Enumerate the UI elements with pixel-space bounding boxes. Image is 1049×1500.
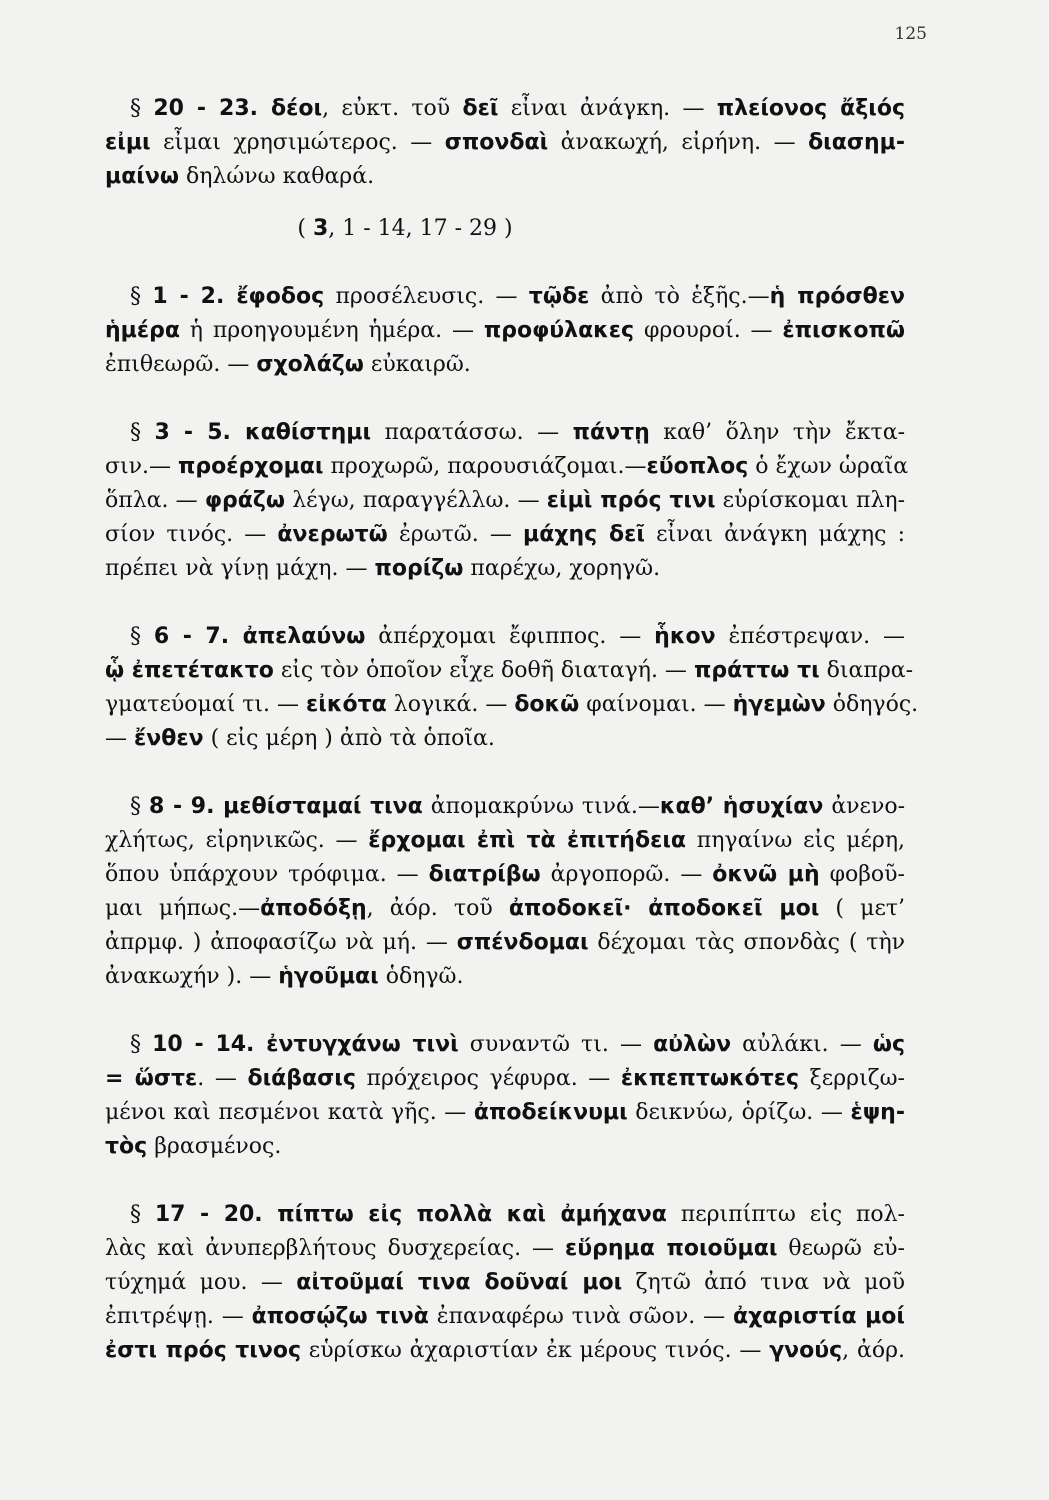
headword: ἐπισκοπῶ [782, 318, 905, 343]
text-line [130, 790, 905, 824]
text-segment: θεωρῶ εὐ- [777, 1236, 905, 1261]
headword: προέρχομαι [178, 454, 324, 479]
text-segment: συναντῶ τι. — [458, 1032, 654, 1057]
headword: διάβασις [247, 1066, 356, 1091]
text-segment: ἡ προηγουμένη ἡμέρα. — [179, 318, 484, 343]
headword: ἐστι πρός τινος [105, 1338, 301, 1363]
headword: εἰκότα [306, 692, 387, 717]
headword: αὐλὼν [653, 1032, 732, 1057]
headword: ὡς [872, 1032, 905, 1057]
text-segment: § [130, 284, 153, 309]
headword: ἐκπεπτωκότες [620, 1066, 800, 1091]
text-segment: ἐπιθεωρῶ. — [105, 352, 257, 377]
headword: εἰμι [105, 130, 151, 155]
headword: γνούς [769, 1338, 843, 1363]
headword: 20 - 23. δέοι [153, 96, 323, 121]
headword: ἀποδοκεῖ· ἀποδοκεῖ μοι [508, 896, 820, 921]
text-line [105, 824, 905, 858]
text-segment: διαπρα- [819, 658, 914, 683]
text-segment: , εὐκτ. τοῦ [322, 96, 463, 121]
text-segment: εἶμαι χρησιμώτερος. — [150, 130, 445, 155]
text-segment: ( [297, 216, 313, 241]
headword: 17 - 20. πίπτω εἰς πολλὰ καὶ ἀμήχανα [154, 1202, 667, 1227]
text-segment: δεικνύω, ὁρίζω. — [627, 1100, 851, 1125]
text-segment: ( μετ’ [819, 896, 905, 921]
text-segment: μαι μήπως.— [105, 896, 261, 921]
headword: σπονδαὶ [444, 130, 549, 155]
headword: σπένδομαι [456, 930, 589, 955]
text-segment: χλήτως, εἰρηνικῶς. — [105, 828, 369, 853]
text-line [130, 620, 905, 654]
text-line [105, 1232, 905, 1266]
headword: 6 - 7. ἀπελαύνω [153, 624, 366, 649]
headword: ἡγοῦμαι [278, 964, 379, 989]
text-segment: ζητῶ ἀπό τινα νὰ μοῦ [622, 1270, 905, 1295]
text-segment: καθ’ ὅλην τὴν ἔκτα- [649, 420, 905, 445]
headword: σχολάζω [256, 352, 364, 377]
page-number: 125 [894, 24, 927, 44]
headword: 10 - 14. ἐντυγχάνω τινὶ [152, 1032, 459, 1057]
headword: 3 - 5. καθίστημι [154, 420, 372, 445]
text-segment: σίον τινός. — [105, 522, 278, 547]
headword: = ὥστε [105, 1066, 198, 1091]
headword: πάντῃ [572, 420, 650, 445]
text-segment: παρατάσσω. — [371, 420, 573, 445]
text-segment: λογικά. — [386, 692, 515, 717]
text-segment: μένοι καὶ πεσμένοι κατὰ γῆς. — [105, 1100, 474, 1125]
headword: διατρίβω [428, 862, 541, 887]
text-line [105, 518, 905, 552]
headword: ἀχαριστία μοί [732, 1304, 905, 1329]
text-segment: εἶναι ἀνάγκη. — [498, 96, 717, 121]
headword: εἰμὶ πρός τινι [546, 488, 716, 513]
text-segment: προσέλευσις. — [324, 284, 529, 309]
text-line [105, 688, 919, 722]
headword: καθ’ ἡσυχίαν [659, 794, 824, 819]
text-segment: φρουροί. — [634, 318, 783, 343]
text-segment: ὁδηγός. [825, 692, 919, 717]
headword: ἀποδείκνυμι [473, 1100, 628, 1125]
text-segment: εὑρίσκω ἀχαριστίαν ἐκ μέρους τινός. — [301, 1338, 770, 1363]
text-line [105, 160, 905, 194]
headword: ἡγεμὼν [732, 692, 826, 717]
text-line [130, 92, 905, 126]
text-line [105, 348, 905, 382]
text-segment: ὅπλα. — [105, 488, 205, 513]
text-line [105, 1300, 905, 1334]
text-segment: ξερριζω- [799, 1066, 905, 1091]
text-segment: γματεύομαί τι. — [105, 692, 307, 717]
text-segment: ἀπομακρύνω τινά.— [422, 794, 660, 819]
text-line [105, 1062, 905, 1096]
text-line [130, 1198, 905, 1232]
text-line [105, 552, 905, 586]
text-line [130, 1028, 905, 1062]
text-segment: ἐπιτρέψῃ. — [105, 1304, 252, 1329]
text-segment: § [130, 794, 150, 819]
headword: πορίζω [374, 556, 464, 581]
text-segment: . — [197, 1066, 248, 1091]
headword: πράττω τι [693, 658, 820, 683]
text-segment: § [130, 1032, 153, 1057]
text-line [105, 654, 914, 688]
text-segment: δηλώνω καθαρά. [178, 164, 375, 189]
headword: μαίνω [105, 164, 179, 189]
text-segment: , ἀόρ. τοῦ [366, 896, 509, 921]
headword: τῷδε [528, 284, 590, 309]
headword: ᾧ ἐπετέτακτο [105, 658, 274, 683]
text-segment: εἰς τὸν ὁποῖον εἶχε δοθῆ διαταγή. — [273, 658, 694, 683]
headword: δεῖ [462, 96, 499, 121]
headword: τὸς [105, 1134, 148, 1159]
headword: ἔνθεν [134, 726, 204, 751]
text-segment: εὐκαιρῶ. [363, 352, 471, 377]
text-segment: ἀνακωχή, εἰρήνη. — [548, 130, 809, 155]
text-segment: πρόχειρος γέφυρα. — [355, 1066, 621, 1091]
text-line [105, 960, 905, 994]
text-segment: ἀπὸ τὸ ἑξῆς.— [589, 284, 770, 309]
headword: 3 [312, 216, 329, 241]
text-segment: λέγω, παραγγέλλω. — [285, 488, 547, 513]
text-segment: εὑρίσκομαι πλη- [715, 488, 905, 513]
text-segment: πρέπει νὰ γίνῃ μάχη. — [105, 556, 375, 581]
text-segment: ( εἰς μέρη ) ἀπὸ τὰ ὁποῖα. [203, 726, 495, 751]
text-line [105, 450, 909, 484]
headword: αἰτοῦμαί τινα δοῦναί μοι [296, 1270, 623, 1295]
headword: 1 - 2. ἔφοδος [152, 284, 325, 309]
headword: ἡ πρόσθεν [769, 284, 905, 309]
text-segment: σιν.— [105, 454, 179, 479]
headword: 8 - 9. μεθίσταμαί τινα [149, 794, 423, 819]
text-line [105, 892, 905, 926]
headword: ἔρχομαι ἐπὶ τὰ ἐπιτήδεια [368, 828, 687, 853]
text-segment: ὁ ἔχων ὡραῖα [748, 454, 909, 479]
text-segment: § [130, 96, 154, 121]
headword: προφύλακες [483, 318, 635, 343]
headword: εὔοπλος [646, 454, 749, 479]
text-segment: τύχημά μου. — [105, 1270, 297, 1295]
headword: μάχης δεῖ [523, 522, 645, 547]
text-segment: § [130, 1202, 155, 1227]
headword: ἧκον [654, 624, 716, 649]
text-segment: λὰς καὶ ἀνυπερβλήτους δυσχερείας. — [105, 1236, 566, 1261]
text-line [105, 484, 905, 518]
text-segment: ἀπρμφ. ) ἀποφασίζω νὰ μή. — [105, 930, 457, 955]
text-segment: ἐπέστρεψαν. — [715, 624, 905, 649]
text-segment: , 1 - 14, 17 - 29 ) [328, 216, 513, 241]
headword: ἑψη- [850, 1100, 905, 1125]
text-line [130, 280, 905, 314]
text-segment: παρέχω, χορηγῶ. [463, 556, 661, 581]
text-segment: βρασμένος. [147, 1134, 282, 1159]
text-line [105, 722, 905, 756]
headword: εὕρημα ποιοῦμαι [565, 1236, 778, 1261]
text-segment: αὐλάκι. — [731, 1032, 873, 1057]
text-segment: § [130, 624, 154, 649]
text-line [105, 1130, 905, 1164]
text-segment: § [130, 420, 155, 445]
text-segment: ἀνακωχήν ). — [105, 964, 279, 989]
text-segment: φαίνομαι. — [579, 692, 733, 717]
text-line [105, 1334, 905, 1368]
headword: φράζω [204, 488, 286, 513]
text-segment: περιπίπτω εἰς πολ- [666, 1202, 905, 1227]
text-line [130, 416, 905, 450]
text-segment: ἀργοπορῶ. — [540, 862, 713, 887]
headword: πλείονος ἄξιός [716, 96, 905, 121]
text-line [105, 926, 905, 960]
text-line [105, 126, 905, 160]
headword: ἀποδόξῃ [260, 896, 367, 921]
headword: ἡμέρα [105, 318, 180, 343]
text-segment: φοβοῦ- [819, 862, 905, 887]
text-segment: δέχομαι τὰς σπονδὰς ( τὴν [588, 930, 905, 955]
text-segment: — [105, 726, 134, 751]
text-segment: ἀπέρχομαι ἔφιππος. — [365, 624, 655, 649]
headword: δοκῶ [514, 692, 580, 717]
text-segment: ὅπου ὑπάρχουν τρόφιμα. — [105, 862, 429, 887]
text-line [105, 1096, 905, 1130]
text-segment: ἐπαναφέρω τινὰ σῶον. — [428, 1304, 733, 1329]
text-line [5, 212, 805, 246]
headword: διασημ- [808, 130, 905, 155]
headword: ὀκνῶ μὴ [712, 862, 820, 887]
text-segment: ὁδηγῶ. [378, 964, 464, 989]
text-segment: ἐρωτῶ. — [387, 522, 524, 547]
text-line [105, 1266, 905, 1300]
text-line [105, 858, 905, 892]
headword: ἀποσῴζω τινὰ [251, 1304, 429, 1329]
text-segment: , ἀόρ. [842, 1338, 905, 1363]
text-segment: εἶναι ἀνάγκη μάχης : [644, 522, 905, 547]
text-segment: πηγαίνω εἰς μέρη, [686, 828, 905, 853]
headword: ἀνερωτῶ [277, 522, 388, 547]
text-segment: προχωρῶ, παρουσιάζομαι.— [323, 454, 647, 479]
text-line [105, 314, 905, 348]
text-segment: ἀνενο- [823, 794, 906, 819]
